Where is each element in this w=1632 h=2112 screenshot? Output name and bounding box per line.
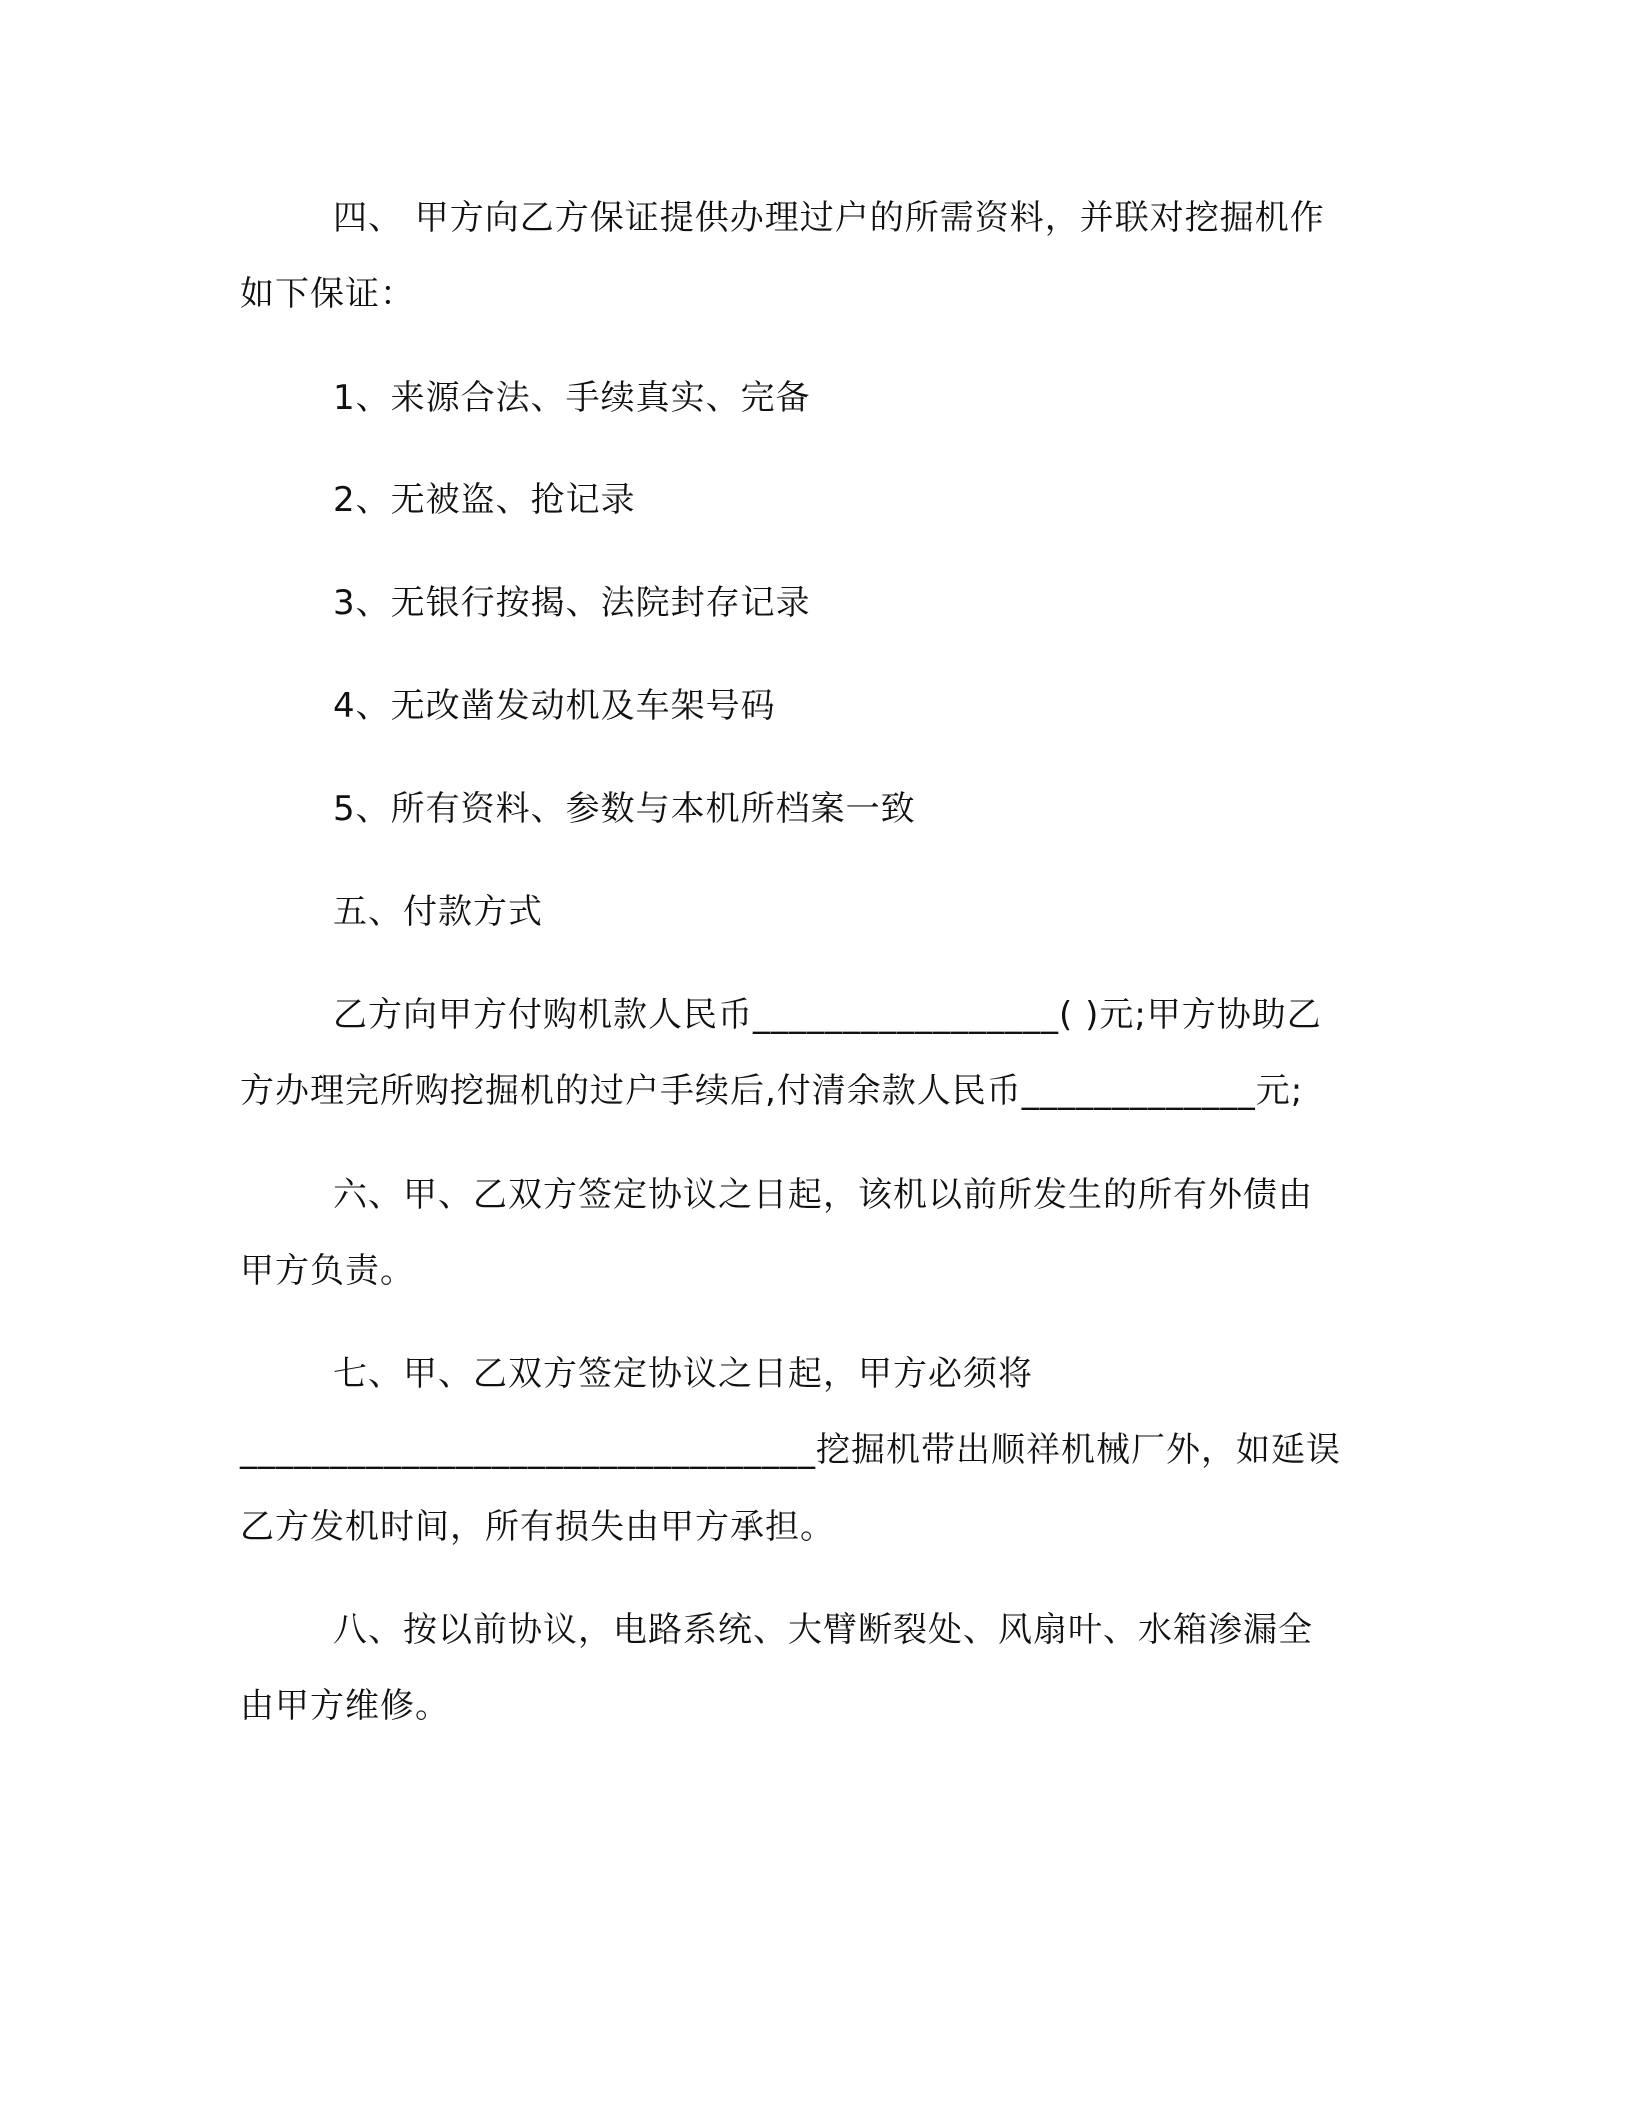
section-4-line-2: 如下保证： <box>240 274 415 314</box>
list-item: 5、所有资料、参数与本机所档案一致 <box>333 789 916 829</box>
section-7-line-2: ________________________________挖掘机带出顺祥机械厂外，如延误 <box>240 1430 1341 1470</box>
section-5-line-1: 乙方向甲方付购机款人民币_________________( )元;甲方协助乙 <box>333 995 1322 1035</box>
section-5-line-2: 方办理完所购挖掘机的过户手续后,付清余款人民币_____________元; <box>240 1071 1304 1111</box>
section-6-line-1: 六、甲、乙双方签定协议之日起，该机以前所发生的所有外债由 <box>333 1175 1313 1215</box>
section-5-heading: 五、付款方式 <box>333 892 543 932</box>
list-item: 1、来源合法、手续真实、完备 <box>333 378 811 418</box>
list-item: 4、无改凿发动机及车架号码 <box>333 686 776 726</box>
list-item: 2、无被盗、抢记录 <box>333 480 636 520</box>
section-7-line-1: 七、甲、乙双方签定协议之日起，甲方必须将 <box>333 1354 1033 1394</box>
section-8-line-2: 由甲方维修。 <box>240 1686 450 1726</box>
section-8-line-1: 八、按以前协议，电路系统、大臂断裂处、风扇叶、水箱渗漏全 <box>333 1610 1313 1650</box>
section-7-line-3: 乙方发机时间，所有损失由甲方承担。 <box>240 1507 835 1547</box>
section-4-line-1: 四、 甲方向乙方保证提供办理过户的所需资料，并联对挖掘机作 <box>333 198 1325 238</box>
section-6-line-2: 甲方负责。 <box>240 1251 415 1291</box>
list-item: 3、无银行按揭、法院封存记录 <box>333 583 811 623</box>
